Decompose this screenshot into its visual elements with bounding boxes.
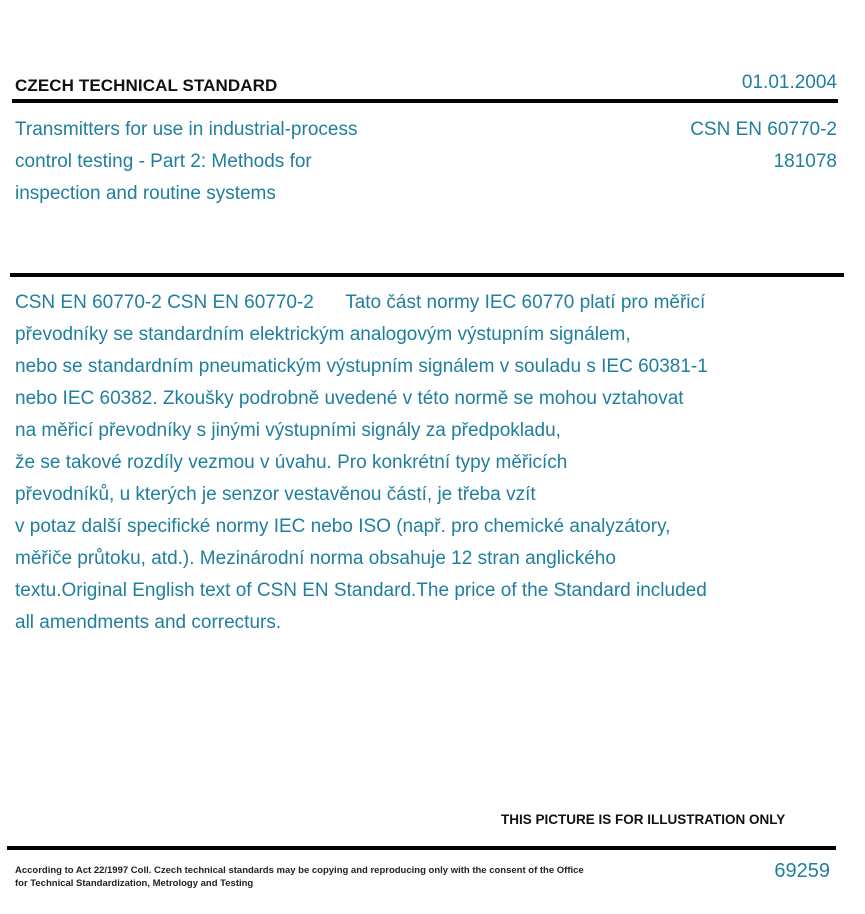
description-line: textu.Original English text of CSN EN Standard.The price of the Standard included [15,580,707,601]
document-number: 69259 [774,860,830,882]
description-line: měřiče průtoku, atd.). Mezinárodní norma obsahuje 12 stran anglického [15,548,616,569]
header-label: CZECH TECHNICAL STANDARD [15,76,278,95]
section-divider [10,273,844,277]
description-line: nebo se standardním pneumatickým výstupním signálem v souladu s IEC 60381-1 [15,356,708,377]
description-line: all amendments and correcturs. [15,612,282,633]
standard-identifiers [690,114,837,178]
footer-divider [7,846,836,850]
description-line: CSN EN 60770-2 CSN EN 60770-2 Tato část normy IEC 60770 platí pro měřicí [15,292,706,313]
description-line: že se takové rozdíly vezmou v úvahu. Pro konkrétní typy měřicích [15,452,568,473]
catalog-number: 181078 [773,151,837,172]
title-line: control testing - Part 2: Methods for [15,151,312,172]
header-divider [12,99,838,103]
description-line: převodníků, u kterých je senzor vestavěnou částí, je třeba vzít [15,484,536,505]
publication-date: 01.01.2004 [741,72,837,93]
description-line: převodníky se standardním elektrickým analogovým výstupním signálem, [15,324,631,345]
illustration-note: THIS PICTURE IS FOR ILLUSTRATION ONLY [501,812,786,827]
description-line: v potaz další specifické normy IEC nebo ISO (např. pro chemické analyzátory, [15,516,671,537]
legal-line: According to Act 22/1997 Coll. Czech technical standards may be copying and reproducing only with the consent of the Office [15,865,584,876]
title-line: Transmitters for use in industrial-process [15,119,358,140]
description-line: nebo IEC 60382. Zkoušky podrobně uvedené v této normě se mohou vztahovat [15,388,684,409]
description-line: na měřicí převodníky s jinými výstupními signály za předpokladu, [15,420,561,441]
title-line: inspection and routine systems [15,183,276,204]
legal-line: for Technical Standardization, Metrology and Testing [15,878,254,889]
standard-title [15,114,455,210]
standard-code: CSN EN 60770-2 [690,119,837,140]
standard-description [15,287,835,639]
legal-notice [15,864,615,890]
